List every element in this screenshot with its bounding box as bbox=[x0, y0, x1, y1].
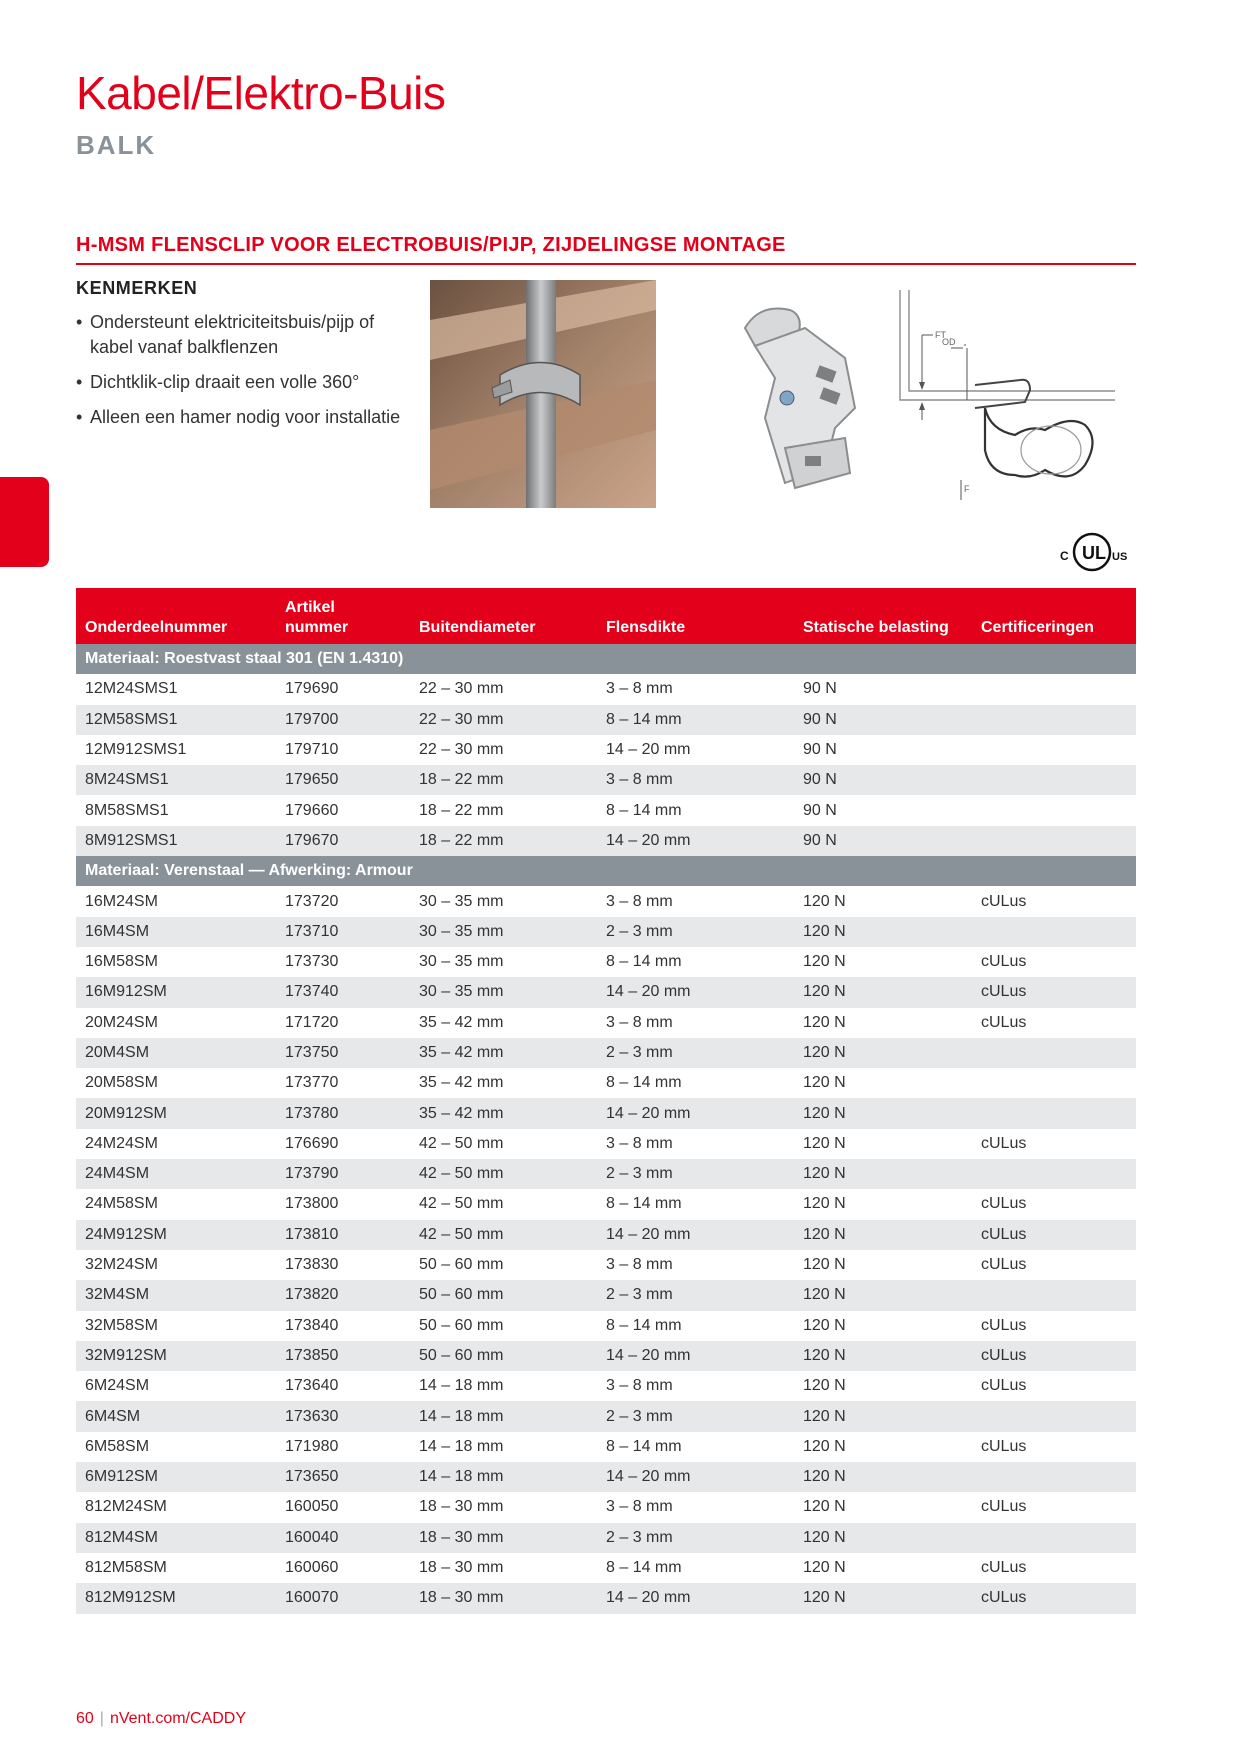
table-row bbox=[76, 735, 1136, 765]
table-cell: 14 – 20 mm bbox=[597, 1098, 794, 1128]
table-cell: 14 – 18 mm bbox=[410, 1462, 597, 1492]
table-cell: 18 – 22 mm bbox=[410, 765, 597, 795]
table-cell: 24M58SM bbox=[76, 1189, 276, 1219]
table-cell: 120 N bbox=[794, 1401, 972, 1431]
label-od: OD bbox=[942, 337, 956, 347]
table-cell: cULus bbox=[972, 1492, 1136, 1522]
table-cell: 3 – 8 mm bbox=[597, 1129, 794, 1159]
table-row bbox=[76, 1523, 1136, 1553]
table-cell: 120 N bbox=[794, 1038, 972, 1068]
table-cell: cULus bbox=[972, 1008, 1136, 1038]
col-header-article: Artikel nummer bbox=[276, 588, 410, 644]
table-cell: cULus bbox=[972, 1341, 1136, 1371]
table-cell: 14 – 18 mm bbox=[410, 1371, 597, 1401]
table-row bbox=[76, 1280, 1136, 1310]
table-cell: 120 N bbox=[794, 977, 972, 1007]
product-table bbox=[76, 588, 1136, 1614]
table-cell: 173640 bbox=[276, 1371, 410, 1401]
table-cell: 120 N bbox=[794, 1583, 972, 1613]
table-cell: 173840 bbox=[276, 1311, 410, 1341]
table-row bbox=[76, 1462, 1136, 1492]
feature-item: • Dichtklik-clip draait een volle 360° bbox=[76, 370, 416, 395]
material-group-label: Materiaal: Verenstaal — Afwerking: Armour bbox=[76, 856, 1136, 886]
table-cell: 14 – 20 mm bbox=[597, 1341, 794, 1371]
table-cell: 12M58SMS1 bbox=[76, 705, 276, 735]
table-cell: 120 N bbox=[794, 1280, 972, 1310]
table-cell bbox=[972, 795, 1136, 825]
table-cell bbox=[972, 765, 1136, 795]
table-cell bbox=[972, 1401, 1136, 1431]
table-row bbox=[76, 765, 1136, 795]
table-cell: 3 – 8 mm bbox=[597, 674, 794, 704]
table-cell: 90 N bbox=[794, 735, 972, 765]
table-cell: 173830 bbox=[276, 1250, 410, 1280]
table-cell: 6M24SM bbox=[76, 1371, 276, 1401]
table-cell bbox=[972, 917, 1136, 947]
clip-product-image bbox=[705, 298, 870, 496]
footer-link[interactable]: nVent.com/CADDY bbox=[109, 1710, 247, 1727]
page-subtitle: BALK bbox=[76, 130, 157, 160]
table-cell: 171720 bbox=[276, 1008, 410, 1038]
table-cell: 3 – 8 mm bbox=[597, 1008, 794, 1038]
table-cell: 8 – 14 mm bbox=[597, 795, 794, 825]
table-cell: 30 – 35 mm bbox=[410, 977, 597, 1007]
feature-item: • Ondersteunt elektriciteitsbuis/pijp of kabel vanaf balkflenzen bbox=[76, 310, 416, 360]
table-cell: 32M24SM bbox=[76, 1250, 276, 1280]
table-cell: 14 – 20 mm bbox=[597, 1462, 794, 1492]
col-header-cert: Certificeringen bbox=[972, 588, 1136, 644]
table-row bbox=[76, 1401, 1136, 1431]
table-cell: 50 – 60 mm bbox=[410, 1250, 597, 1280]
table-cell: 120 N bbox=[794, 886, 972, 916]
table-cell: cULus bbox=[972, 1553, 1136, 1583]
table-row bbox=[76, 886, 1136, 916]
table-cell: 120 N bbox=[794, 1553, 972, 1583]
table-cell: 120 N bbox=[794, 1311, 972, 1341]
table-cell: 120 N bbox=[794, 1371, 972, 1401]
table-cell: 812M58SM bbox=[76, 1553, 276, 1583]
table-row bbox=[76, 1371, 1136, 1401]
table-cell: 8 – 14 mm bbox=[597, 1068, 794, 1098]
table-cell: cULus bbox=[972, 1189, 1136, 1219]
table-cell: 8 – 14 mm bbox=[597, 947, 794, 977]
table-row bbox=[76, 1189, 1136, 1219]
col-header-load: Statische belasting bbox=[794, 588, 972, 644]
installation-photo bbox=[430, 280, 656, 508]
features-heading: KENMERKEN bbox=[76, 278, 198, 298]
table-cell: 8 – 14 mm bbox=[597, 1189, 794, 1219]
table-row bbox=[76, 917, 1136, 947]
table-cell: 120 N bbox=[794, 1341, 972, 1371]
table-cell: 3 – 8 mm bbox=[597, 886, 794, 916]
table-cell: 173740 bbox=[276, 977, 410, 1007]
table-cell: cULus bbox=[972, 1220, 1136, 1250]
table-cell: 20M912SM bbox=[76, 1098, 276, 1128]
table-cell: 120 N bbox=[794, 1159, 972, 1189]
table-cell: 160050 bbox=[276, 1492, 410, 1522]
table-cell: 120 N bbox=[794, 1220, 972, 1250]
table-header-row bbox=[76, 588, 1136, 644]
table-cell: 24M24SM bbox=[76, 1129, 276, 1159]
col-header-part: Onderdeelnummer bbox=[76, 588, 276, 644]
table-cell: 32M58SM bbox=[76, 1311, 276, 1341]
table-row bbox=[76, 1311, 1136, 1341]
table-cell: 2 – 3 mm bbox=[597, 1523, 794, 1553]
table-cell: 50 – 60 mm bbox=[410, 1280, 597, 1310]
table-cell: 2 – 3 mm bbox=[597, 1038, 794, 1068]
table-cell: 173770 bbox=[276, 1068, 410, 1098]
table-cell: cULus bbox=[972, 1250, 1136, 1280]
table-cell: 173650 bbox=[276, 1462, 410, 1492]
section-title: H-MSM FLENSCLIP VOOR ELECTROBUIS/PIJP, ZIJDELINGSE MONTAGE bbox=[76, 234, 1136, 265]
table-cell: 179710 bbox=[276, 735, 410, 765]
table-cell: cULus bbox=[972, 886, 1136, 916]
table-cell: 173780 bbox=[276, 1098, 410, 1128]
table-row bbox=[76, 1159, 1136, 1189]
table-cell: 32M4SM bbox=[76, 1280, 276, 1310]
table-cell: 24M912SM bbox=[76, 1220, 276, 1250]
table-row bbox=[76, 1038, 1136, 1068]
table-cell: 8M24SMS1 bbox=[76, 765, 276, 795]
table-cell: 8 – 14 mm bbox=[597, 1432, 794, 1462]
table-cell: 90 N bbox=[794, 826, 972, 856]
table-cell: 90 N bbox=[794, 705, 972, 735]
table-cell bbox=[972, 1098, 1136, 1128]
table-cell: 35 – 42 mm bbox=[410, 1098, 597, 1128]
table-cell: 120 N bbox=[794, 917, 972, 947]
table-cell: 812M4SM bbox=[76, 1523, 276, 1553]
table-cell: cULus bbox=[972, 1583, 1136, 1613]
table-row bbox=[76, 977, 1136, 1007]
table-cell bbox=[972, 735, 1136, 765]
table-cell: 16M4SM bbox=[76, 917, 276, 947]
table-cell: 18 – 30 mm bbox=[410, 1523, 597, 1553]
table-row bbox=[76, 1250, 1136, 1280]
table-cell: 90 N bbox=[794, 795, 972, 825]
table-cell: 30 – 35 mm bbox=[410, 947, 597, 977]
table-cell: 120 N bbox=[794, 1492, 972, 1522]
table-cell: 22 – 30 mm bbox=[410, 674, 597, 704]
table-cell: 120 N bbox=[794, 1008, 972, 1038]
table-row bbox=[76, 1432, 1136, 1462]
table-cell: 30 – 35 mm bbox=[410, 886, 597, 916]
table-cell: 173630 bbox=[276, 1401, 410, 1431]
table-cell: 14 – 20 mm bbox=[597, 1220, 794, 1250]
col-header-flange: Flensdikte bbox=[597, 588, 794, 644]
table-cell: 8 – 14 mm bbox=[597, 1311, 794, 1341]
material-group-row bbox=[76, 644, 1136, 674]
table-cell: 173710 bbox=[276, 917, 410, 947]
table-cell: 50 – 60 mm bbox=[410, 1311, 597, 1341]
table-cell: 179690 bbox=[276, 674, 410, 704]
table-cell: 18 – 30 mm bbox=[410, 1583, 597, 1613]
table-cell: 812M912SM bbox=[76, 1583, 276, 1613]
table-cell: 120 N bbox=[794, 1523, 972, 1553]
table-cell: cULus bbox=[972, 977, 1136, 1007]
table-cell: cULus bbox=[972, 1432, 1136, 1462]
table-row bbox=[76, 1068, 1136, 1098]
table-row bbox=[76, 1583, 1136, 1613]
feature-item: • Alleen een hamer nodig voor installatie bbox=[76, 405, 416, 430]
table-cell: 42 – 50 mm bbox=[410, 1220, 597, 1250]
table-row bbox=[76, 1129, 1136, 1159]
table-cell: 2 – 3 mm bbox=[597, 1401, 794, 1431]
table-cell: 14 – 20 mm bbox=[597, 977, 794, 1007]
culus-us: US bbox=[1112, 551, 1128, 563]
table-cell: 20M24SM bbox=[76, 1008, 276, 1038]
table-cell bbox=[972, 1280, 1136, 1310]
page-number: 60 bbox=[76, 1710, 94, 1727]
table-cell: 14 – 18 mm bbox=[410, 1401, 597, 1431]
table-cell: 6M912SM bbox=[76, 1462, 276, 1492]
page-title: Kabel/Elektro-Buis bbox=[76, 67, 446, 119]
table-cell: 14 – 18 mm bbox=[410, 1432, 597, 1462]
table-cell bbox=[972, 826, 1136, 856]
table-cell: 8 – 14 mm bbox=[597, 1553, 794, 1583]
features-list bbox=[76, 310, 416, 440]
table-cell: cULus bbox=[972, 1311, 1136, 1341]
table-row bbox=[76, 826, 1136, 856]
table-cell: 173820 bbox=[276, 1280, 410, 1310]
table-cell: 35 – 42 mm bbox=[410, 1038, 597, 1068]
table-cell bbox=[972, 1523, 1136, 1553]
table-cell bbox=[972, 1159, 1136, 1189]
table-cell: 173730 bbox=[276, 947, 410, 977]
table-cell: 20M4SM bbox=[76, 1038, 276, 1068]
table-cell: 173720 bbox=[276, 886, 410, 916]
table-cell: 179650 bbox=[276, 765, 410, 795]
table-cell: 16M58SM bbox=[76, 947, 276, 977]
table-cell: 120 N bbox=[794, 1068, 972, 1098]
table-row bbox=[76, 1008, 1136, 1038]
table-cell: 120 N bbox=[794, 947, 972, 977]
table-cell: 120 N bbox=[794, 1129, 972, 1159]
col-header-diameter: Buitendiameter bbox=[410, 588, 597, 644]
table-cell: 18 – 30 mm bbox=[410, 1492, 597, 1522]
table-cell: 176690 bbox=[276, 1129, 410, 1159]
table-cell: 173750 bbox=[276, 1038, 410, 1068]
table-cell bbox=[972, 1068, 1136, 1098]
table-row bbox=[76, 1341, 1136, 1371]
table-cell: 16M24SM bbox=[76, 886, 276, 916]
table-cell: cULus bbox=[972, 1371, 1136, 1401]
material-group-row bbox=[76, 856, 1136, 886]
table-cell: 3 – 8 mm bbox=[597, 1492, 794, 1522]
table-cell: 120 N bbox=[794, 1432, 972, 1462]
table-cell: 14 – 20 mm bbox=[597, 1583, 794, 1613]
table-row bbox=[76, 795, 1136, 825]
table-cell: 8M912SMS1 bbox=[76, 826, 276, 856]
table-cell: 35 – 42 mm bbox=[410, 1068, 597, 1098]
culus-logo bbox=[1058, 530, 1138, 574]
table-cell: 24M4SM bbox=[76, 1159, 276, 1189]
table-cell: 32M912SM bbox=[76, 1341, 276, 1371]
table-cell: 173850 bbox=[276, 1341, 410, 1371]
table-cell: 160060 bbox=[276, 1553, 410, 1583]
table-cell: 120 N bbox=[794, 1462, 972, 1492]
table-cell: 179660 bbox=[276, 795, 410, 825]
table-row bbox=[76, 947, 1136, 977]
table-cell: 120 N bbox=[794, 1098, 972, 1128]
table-cell: 18 – 22 mm bbox=[410, 795, 597, 825]
table-cell: 14 – 20 mm bbox=[597, 826, 794, 856]
table-cell: 18 – 22 mm bbox=[410, 826, 597, 856]
chapter-tab bbox=[0, 477, 49, 567]
table-cell: 8 – 14 mm bbox=[597, 705, 794, 735]
table-cell: 2 – 3 mm bbox=[597, 1159, 794, 1189]
table-cell bbox=[972, 705, 1136, 735]
table-cell: 160040 bbox=[276, 1523, 410, 1553]
culus-ul: UL bbox=[1082, 543, 1106, 563]
table-cell bbox=[972, 674, 1136, 704]
table-cell: 171980 bbox=[276, 1432, 410, 1462]
table-cell: cULus bbox=[972, 1129, 1136, 1159]
table-row bbox=[76, 1220, 1136, 1250]
table-cell: 35 – 42 mm bbox=[410, 1008, 597, 1038]
label-ft: FT bbox=[935, 330, 946, 340]
label-f: F bbox=[964, 484, 970, 494]
table-cell: 2 – 3 mm bbox=[597, 1280, 794, 1310]
table-cell bbox=[972, 1462, 1136, 1492]
table-cell: 30 – 35 mm bbox=[410, 917, 597, 947]
table-cell: 3 – 8 mm bbox=[597, 765, 794, 795]
page-footer bbox=[76, 1710, 246, 1728]
table-cell: 18 – 30 mm bbox=[410, 1553, 597, 1583]
culus-c: C bbox=[1060, 549, 1069, 563]
dimension-diagram bbox=[895, 290, 1125, 500]
table-cell: 42 – 50 mm bbox=[410, 1159, 597, 1189]
table-cell: 2 – 3 mm bbox=[597, 917, 794, 947]
table-cell: 3 – 8 mm bbox=[597, 1371, 794, 1401]
table-cell: cULus bbox=[972, 947, 1136, 977]
table-cell: 8M58SMS1 bbox=[76, 795, 276, 825]
table-cell: 12M912SMS1 bbox=[76, 735, 276, 765]
table-cell: 179670 bbox=[276, 826, 410, 856]
table-cell: 6M4SM bbox=[76, 1401, 276, 1431]
table-row bbox=[76, 1553, 1136, 1583]
table-cell: 90 N bbox=[794, 765, 972, 795]
table-cell: 12M24SMS1 bbox=[76, 674, 276, 704]
table-cell: 173790 bbox=[276, 1159, 410, 1189]
table-cell: 812M24SM bbox=[76, 1492, 276, 1522]
table-row bbox=[76, 705, 1136, 735]
table-cell: 173800 bbox=[276, 1189, 410, 1219]
table-cell: 173810 bbox=[276, 1220, 410, 1250]
table-row bbox=[76, 674, 1136, 704]
table-cell: 120 N bbox=[794, 1189, 972, 1219]
material-group-label: Materiaal: Roestvast staal 301 (EN 1.4310) bbox=[76, 644, 1136, 674]
table-cell: 120 N bbox=[794, 1250, 972, 1280]
table-cell bbox=[972, 1038, 1136, 1068]
table-cell: 90 N bbox=[794, 674, 972, 704]
table-cell: 16M912SM bbox=[76, 977, 276, 1007]
table-cell: 3 – 8 mm bbox=[597, 1250, 794, 1280]
table-cell: 160070 bbox=[276, 1583, 410, 1613]
table-cell: 42 – 50 mm bbox=[410, 1129, 597, 1159]
table-row bbox=[76, 1492, 1136, 1522]
table-row bbox=[76, 1098, 1136, 1128]
table-cell: 50 – 60 mm bbox=[410, 1341, 597, 1371]
table-cell: 14 – 20 mm bbox=[597, 735, 794, 765]
table-cell: 179700 bbox=[276, 705, 410, 735]
table-cell: 22 – 30 mm bbox=[410, 735, 597, 765]
table-cell: 20M58SM bbox=[76, 1068, 276, 1098]
table-cell: 42 – 50 mm bbox=[410, 1189, 597, 1219]
table-cell: 22 – 30 mm bbox=[410, 705, 597, 735]
footer-separator: | bbox=[99, 1710, 104, 1727]
table-cell: 6M58SM bbox=[76, 1432, 276, 1462]
